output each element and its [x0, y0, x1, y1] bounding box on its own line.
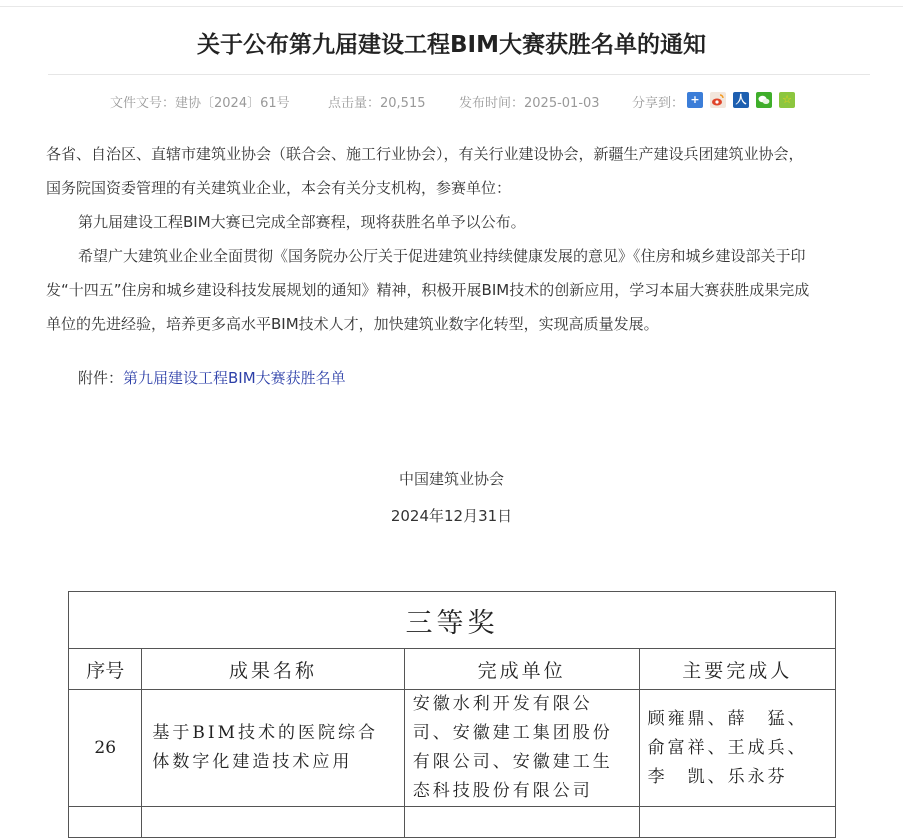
page-title: 关于公布第九届建设工程BIM大赛获胜名单的通知 [197, 32, 706, 58]
paragraph-2-line-1: 希望广大建筑业企业全面贯彻《国务院办公厅关于促进建筑业持续健康发展的意见》《住房和城乡建设部关于印 [78, 247, 806, 265]
attachment [78, 365, 346, 391]
cell-unit: 安徽水利开发有限公司、安徽建工集团股份有限公司、安徽建工生态科技股份有限公司 [404, 690, 639, 807]
publish-date: 发布时间：2025-01-03 [459, 96, 600, 111]
share-icons [687, 92, 795, 108]
signature-date: 2024年12月31日 [390, 507, 513, 525]
article-meta [0, 92, 903, 112]
view-count: 点击量：20,515 [328, 96, 426, 111]
award-level-title: 三等奖 [69, 592, 836, 649]
article-body [46, 137, 876, 341]
header-name: 成果名称 [142, 649, 404, 690]
cell-no: 26 [69, 690, 142, 807]
paragraph-2-line-3: 单位的先进经验，培养更多高水平BIM技术人才，加快建筑业数字化转型，实现高质量发展。 [46, 315, 659, 333]
table-row [69, 690, 836, 807]
header-people: 主要完成人 [639, 649, 835, 690]
header-unit: 完成单位 [404, 649, 639, 690]
share-label: 分享到： [632, 96, 685, 111]
table-row-partial [69, 807, 836, 838]
wechat-icon[interactable] [756, 92, 772, 108]
header-no: 序号 [69, 649, 142, 690]
title-divider [48, 74, 870, 75]
top-divider [0, 6, 903, 7]
attachment-link[interactable]: 第九届建设工程BIM大赛获胜名单 [123, 369, 346, 387]
award-table [68, 591, 836, 838]
addressee-line-2: 国务院国资委管理的有关建筑业企业，本会有关分支机构，参赛单位： [46, 179, 512, 197]
doc-number: 文件文号：建协〔2024〕61号 [110, 96, 290, 111]
qzone-icon[interactable]: ☆ [779, 92, 795, 108]
cell-people: 顾雍鼎、薛 猛、俞富祥、王成兵、李 凯、乐永芬 [639, 690, 835, 807]
renren-icon[interactable]: 人 [733, 92, 749, 108]
signature-org: 中国建筑业协会 [398, 470, 504, 488]
addressee-line-1: 各省、自治区、直辖市建筑业协会（联合会、施工行业协会），有关行业建设协会，新疆生产建设兵团建筑业协会， [46, 145, 804, 163]
paragraph-1: 第九届建设工程BIM大赛已完成全部赛程，现将获胜名单予以公布。 [78, 213, 526, 231]
share-more-icon[interactable]: + [687, 92, 703, 108]
weibo-icon[interactable] [710, 92, 726, 108]
cell-name: 基于BIM技术的医院综合体数字化建造技术应用 [142, 690, 404, 807]
attachment-label: 附件： [78, 369, 124, 387]
paragraph-2-line-2: 发“十四五”住房和城乡建设科技发展规划的通知》精神，积极开展BIM技术的创新应用，学习本届大赛获胜成果完成 [46, 281, 810, 299]
